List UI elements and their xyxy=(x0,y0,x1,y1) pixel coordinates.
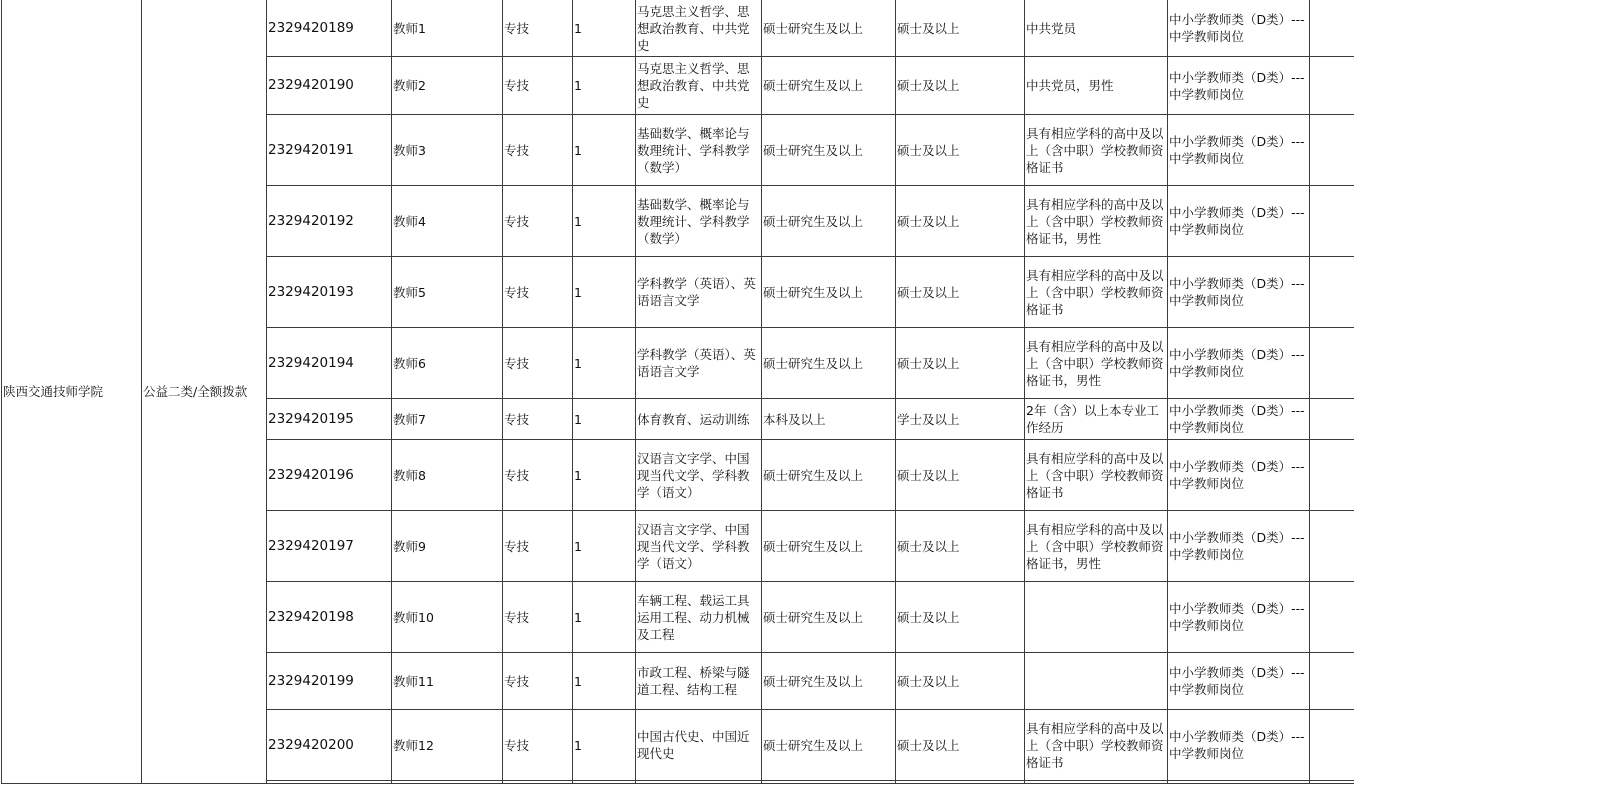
empty-cell xyxy=(267,781,392,784)
position-name-cell: 教师6 xyxy=(392,328,503,399)
major-cell: 学科教学（英语）、英语语言文学 xyxy=(636,257,762,328)
major-cell: 汉语言文字学、中国现当代文学、学科教学（语文） xyxy=(636,440,762,511)
empty-cell xyxy=(1310,328,1355,399)
position-category-cell: 专技 xyxy=(503,186,573,257)
major-cell: 基础数学、概率论与数理统计、学科教学（数学） xyxy=(636,115,762,186)
other-requirements-cell: 具有相应学科的高中及以上（含中职）学校教师资格证书 xyxy=(1025,710,1168,781)
blank-area xyxy=(1354,0,1616,809)
other-requirements-cell: 2年（含）以上本专业工作经历 xyxy=(1025,399,1168,440)
other-requirements-cell xyxy=(1025,653,1168,710)
hiring-count-cell: 1 xyxy=(573,57,636,115)
table-row xyxy=(2,0,1355,57)
position-code-cell: 2329420194 xyxy=(267,328,392,399)
position-code-cell: 2329420190 xyxy=(267,57,392,115)
recruitment-table xyxy=(1,0,1355,784)
position-name-cell: 教师10 xyxy=(392,582,503,653)
empty-cell xyxy=(896,781,1025,784)
position-name-cell: 教师3 xyxy=(392,115,503,186)
empty-cell xyxy=(1310,511,1355,582)
empty-cell xyxy=(1310,710,1355,781)
position-category-cell: 专技 xyxy=(503,582,573,653)
education-cell: 本科及以上 xyxy=(762,399,896,440)
education-cell: 硕士研究生及以上 xyxy=(762,511,896,582)
position-name-cell: 教师9 xyxy=(392,511,503,582)
position-category-cell: 专技 xyxy=(503,511,573,582)
degree-cell: 硕士及以上 xyxy=(896,511,1025,582)
education-cell: 硕士研究生及以上 xyxy=(762,0,896,57)
empty-cell xyxy=(392,781,503,784)
degree-cell: 硕士及以上 xyxy=(896,653,1025,710)
hiring-count-cell: 1 xyxy=(573,115,636,186)
other-requirements-cell: 具有相应学科的高中及以上（含中职）学校教师资格证书 xyxy=(1025,440,1168,511)
hiring-count-cell: 1 xyxy=(573,399,636,440)
degree-cell: 硕士及以上 xyxy=(896,257,1025,328)
position-category-cell: 专技 xyxy=(503,440,573,511)
education-cell: 硕士研究生及以上 xyxy=(762,440,896,511)
empty-cell xyxy=(1310,440,1355,511)
hiring-count-cell: 1 xyxy=(573,328,636,399)
position-category-cell: 专技 xyxy=(503,0,573,57)
other-requirements-cell: 具有相应学科的高中及以上（含中职）学校教师资格证书，男性 xyxy=(1025,186,1168,257)
exam-category-cell: 中小学教师类（D类）---中学教师岗位 xyxy=(1168,511,1310,582)
major-cell: 基础数学、概率论与数理统计、学科教学（数学） xyxy=(636,186,762,257)
unit-name-cell: 陕西交通技师学院 xyxy=(2,0,142,784)
position-category-cell: 专技 xyxy=(503,328,573,399)
hiring-count-cell: 1 xyxy=(573,0,636,57)
empty-cell xyxy=(1310,0,1355,57)
empty-cell xyxy=(762,781,896,784)
education-cell: 硕士研究生及以上 xyxy=(762,328,896,399)
position-name-cell: 教师5 xyxy=(392,257,503,328)
degree-cell: 硕士及以上 xyxy=(896,115,1025,186)
position-category-cell: 专技 xyxy=(503,57,573,115)
other-requirements-cell xyxy=(1025,582,1168,653)
unit-type-cell: 公益二类/全额拨款 xyxy=(142,0,267,784)
position-name-cell: 教师2 xyxy=(392,57,503,115)
empty-cell xyxy=(1310,257,1355,328)
position-category-cell: 专技 xyxy=(503,399,573,440)
major-cell: 车辆工程、载运工具运用工程、动力机械及工程 xyxy=(636,582,762,653)
exam-category-cell: 中小学教师类（D类）---中学教师岗位 xyxy=(1168,582,1310,653)
education-cell: 硕士研究生及以上 xyxy=(762,115,896,186)
degree-cell: 硕士及以上 xyxy=(896,440,1025,511)
education-cell: 硕士研究生及以上 xyxy=(762,710,896,781)
other-requirements-cell: 中共党员 xyxy=(1025,0,1168,57)
empty-cell xyxy=(1025,781,1168,784)
exam-category-cell: 中小学教师类（D类）---中学教师岗位 xyxy=(1168,328,1310,399)
position-code-cell: 2329420200 xyxy=(267,710,392,781)
empty-cell xyxy=(1310,582,1355,653)
education-cell: 硕士研究生及以上 xyxy=(762,653,896,710)
major-cell: 马克思主义哲学、思想政治教育、中共党史 xyxy=(636,0,762,57)
empty-cell xyxy=(636,781,762,784)
empty-cell xyxy=(1310,186,1355,257)
other-requirements-cell: 具有相应学科的高中及以上（含中职）学校教师资格证书，男性 xyxy=(1025,511,1168,582)
position-category-cell: 专技 xyxy=(503,710,573,781)
major-cell: 学科教学（英语）、英语语言文学 xyxy=(636,328,762,399)
other-requirements-cell: 具有相应学科的高中及以上（含中职）学校教师资格证书，男性 xyxy=(1025,328,1168,399)
major-cell: 体育教育、运动训练 xyxy=(636,399,762,440)
empty-cell xyxy=(1310,781,1355,784)
position-name-cell: 教师7 xyxy=(392,399,503,440)
exam-category-cell: 中小学教师类（D类）---中学教师岗位 xyxy=(1168,710,1310,781)
position-code-cell: 2329420197 xyxy=(267,511,392,582)
degree-cell: 硕士及以上 xyxy=(896,0,1025,57)
hiring-count-cell: 1 xyxy=(573,582,636,653)
other-requirements-cell: 具有相应学科的高中及以上（含中职）学校教师资格证书 xyxy=(1025,115,1168,186)
position-code-cell: 2329420191 xyxy=(267,115,392,186)
exam-category-cell: 中小学教师类（D类）---中学教师岗位 xyxy=(1168,653,1310,710)
degree-cell: 硕士及以上 xyxy=(896,582,1025,653)
position-name-cell: 教师4 xyxy=(392,186,503,257)
empty-cell xyxy=(503,781,573,784)
position-category-cell: 专技 xyxy=(503,257,573,328)
position-code-cell: 2329420198 xyxy=(267,582,392,653)
exam-category-cell: 中小学教师类（D类）---中学教师岗位 xyxy=(1168,115,1310,186)
position-code-cell: 2329420199 xyxy=(267,653,392,710)
degree-cell: 学士及以上 xyxy=(896,399,1025,440)
position-category-cell: 专技 xyxy=(503,115,573,186)
hiring-count-cell: 1 xyxy=(573,653,636,710)
exam-category-cell: 中小学教师类（D类）---中学教师岗位 xyxy=(1168,440,1310,511)
empty-cell xyxy=(1310,57,1355,115)
education-cell: 硕士研究生及以上 xyxy=(762,57,896,115)
education-cell: 硕士研究生及以上 xyxy=(762,186,896,257)
major-cell: 中国古代史、中国近现代史 xyxy=(636,710,762,781)
empty-cell xyxy=(1168,781,1310,784)
position-name-cell: 教师11 xyxy=(392,653,503,710)
other-requirements-cell: 具有相应学科的高中及以上（含中职）学校教师资格证书 xyxy=(1025,257,1168,328)
empty-cell xyxy=(1310,115,1355,186)
hiring-count-cell: 1 xyxy=(573,257,636,328)
exam-category-cell: 中小学教师类（D类）---中学教师岗位 xyxy=(1168,399,1310,440)
exam-category-cell: 中小学教师类（D类）---中学教师岗位 xyxy=(1168,186,1310,257)
exam-category-cell: 中小学教师类（D类）---中学教师岗位 xyxy=(1168,257,1310,328)
degree-cell: 硕士及以上 xyxy=(896,186,1025,257)
education-cell: 硕士研究生及以上 xyxy=(762,257,896,328)
degree-cell: 硕士及以上 xyxy=(896,57,1025,115)
major-cell: 市政工程、桥梁与隧道工程、结构工程 xyxy=(636,653,762,710)
hiring-count-cell: 1 xyxy=(573,511,636,582)
exam-category-cell: 中小学教师类（D类）---中学教师岗位 xyxy=(1168,57,1310,115)
position-code-cell: 2329420193 xyxy=(267,257,392,328)
other-requirements-cell: 中共党员，男性 xyxy=(1025,57,1168,115)
major-cell: 马克思主义哲学、思想政治教育、中共党史 xyxy=(636,57,762,115)
table-body xyxy=(2,0,1355,784)
position-code-cell: 2329420192 xyxy=(267,186,392,257)
education-cell: 硕士研究生及以上 xyxy=(762,582,896,653)
position-name-cell: 教师8 xyxy=(392,440,503,511)
degree-cell: 硕士及以上 xyxy=(896,328,1025,399)
hiring-count-cell: 1 xyxy=(573,710,636,781)
position-code-cell: 2329420195 xyxy=(267,399,392,440)
exam-category-cell: 中小学教师类（D类）---中学教师岗位 xyxy=(1168,0,1310,57)
hiring-count-cell: 1 xyxy=(573,440,636,511)
position-code-cell: 2329420196 xyxy=(267,440,392,511)
empty-cell xyxy=(1310,399,1355,440)
position-name-cell: 教师1 xyxy=(392,0,503,57)
position-name-cell: 教师12 xyxy=(392,710,503,781)
degree-cell: 硕士及以上 xyxy=(896,710,1025,781)
empty-cell xyxy=(1310,653,1355,710)
hiring-count-cell: 1 xyxy=(573,186,636,257)
position-code-cell: 2329420189 xyxy=(267,0,392,57)
position-category-cell: 专技 xyxy=(503,653,573,710)
major-cell: 汉语言文字学、中国现当代文学、学科教学（语文） xyxy=(636,511,762,582)
empty-cell xyxy=(573,781,636,784)
